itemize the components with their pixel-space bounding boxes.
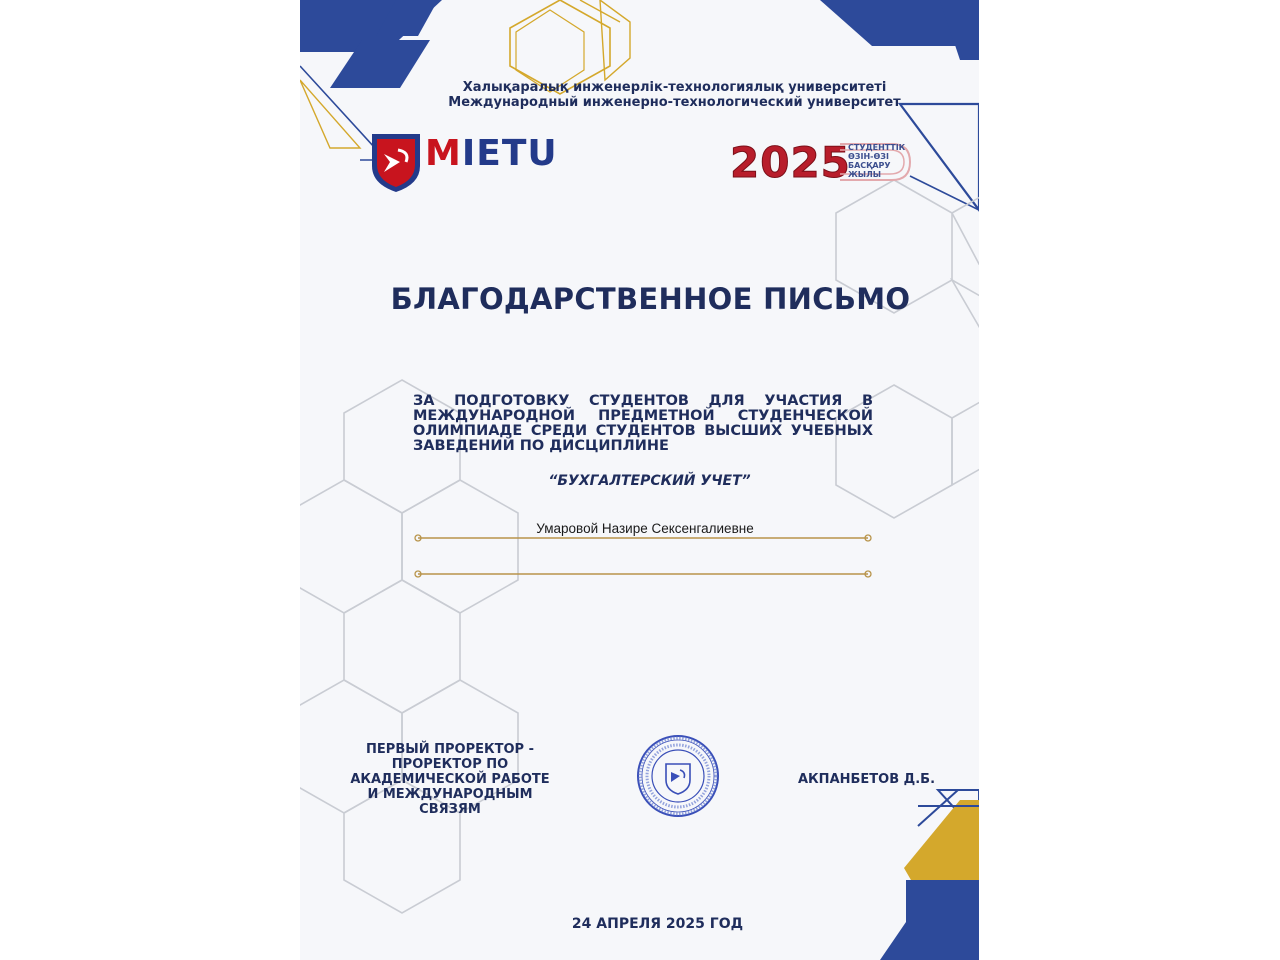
mietu-shield-logo-icon xyxy=(370,132,422,194)
certificate-sheet xyxy=(300,0,979,960)
signer-position: ПЕРВЫЙ ПРОРЕКТОР - ПРОРЕКТОР ПО АКАДЕМИЧЕСКОЙ РАБОТЕ И МЕЖДУНАРОДНЫМ СВЯЗЯМ xyxy=(350,742,550,817)
discipline-name: “БУХГАЛТЕРСКИЙ УЧЕТ” xyxy=(548,473,751,489)
issue-date: 24 АПРЕЛЯ 2025 ГОД xyxy=(571,916,744,932)
document-title: БЛАГОДАРСТВЕННОЕ ПИСЬМО xyxy=(390,282,911,316)
university-name-ru: Международный инженерно-технологический университет xyxy=(448,95,901,110)
university-seal-icon xyxy=(636,734,720,818)
year-badge: 2025 xyxy=(730,138,851,187)
recipient-name: Умаровой Назире Сексенгалиевне xyxy=(536,521,754,536)
year-badge-subtitle: СТУДЕНТТІК ӨЗІН-ӨЗІ БАСҚАРУ ЖЫЛЫ xyxy=(848,143,906,179)
award-reason-text: ЗА ПОДГОТОВКУ СТУДЕНТОВ ДЛЯ УЧАСТИЯ В МЕЖДУНАРОДНОЙ ПРЕДМЕТНОЙ СТУДЕНЧЕСКОЙ ОЛИМПИАДЕ СРЕДИ СТУДЕНТОВ ВЫСШИХ УЧЕБНЫХ ЗАВЕДЕНИЙ ПО ДИСЦИПЛИНЕ xyxy=(413,393,873,454)
mietu-wordmark: MIETU xyxy=(425,133,558,174)
signer-name: АКПАНБЕТОВ Д.Б. xyxy=(798,772,936,787)
university-name-kz: Халықаралық инженерлік-технологиялық университеті xyxy=(462,80,887,95)
